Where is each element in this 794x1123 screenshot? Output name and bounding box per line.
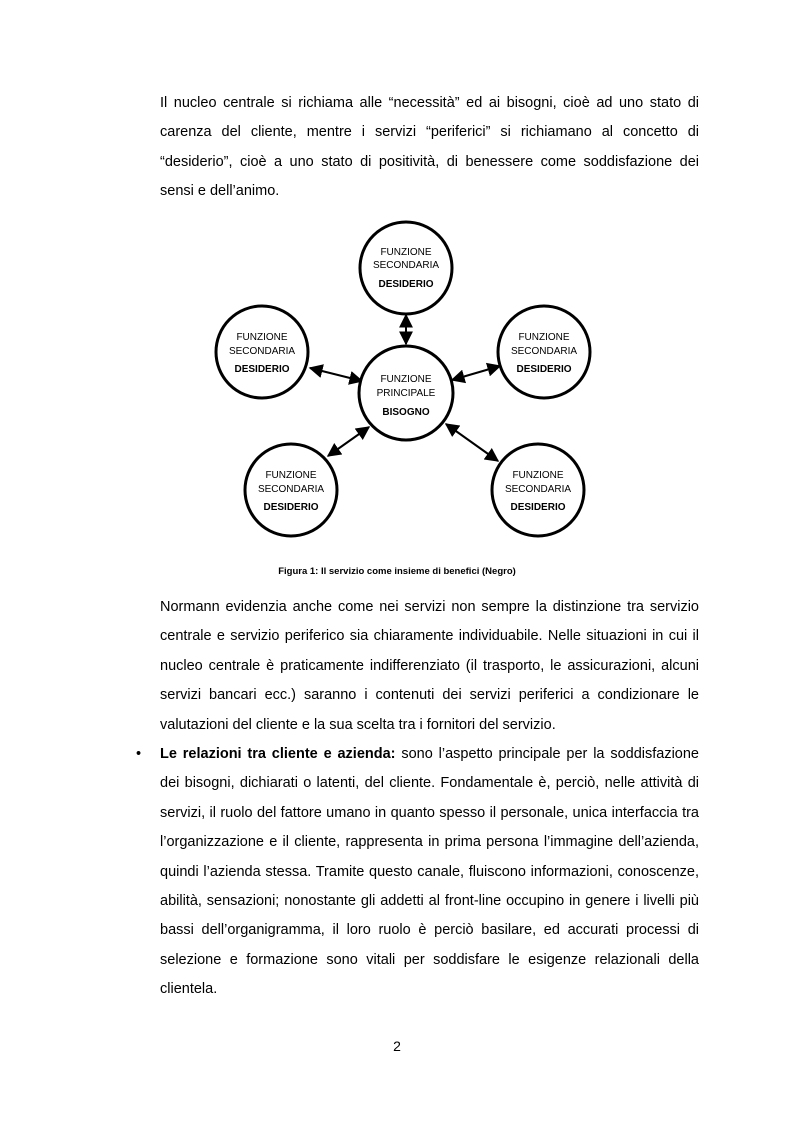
satellite-line2: SECONDARIA [510,346,578,357]
satellite-line2: SECONDARIA [257,484,325,495]
arrow-right [452,366,500,380]
center-line1: FUNZIONE [380,374,432,385]
figure-caption: Figura 1: Il servizio come insieme di benefici (Negro) [278,566,516,577]
satellite-bold: DESIDERIO [510,502,566,513]
center-node [359,346,453,440]
center-bold: BISOGNO [382,407,430,418]
paragraph-intro: Il nucleo centrale si richiama alle “necessità” ed ai bisogni, cioè ad uno stato di carenza del cliente, mentre i servizi “periferici” si richiamano al concetto di “desiderio”, cioè a uno stato di positività, di benessere come soddisfazione dei sensi e dell’animo. [160,95,699,200]
center-line2: PRINCIPALE [376,388,436,399]
bullet-text: sono l’aspetto principale per la soddisfazione dei bisogni, dichiarati o latenti, del cliente. Fondamentale è, perciò, nelle attività di servizi, il ruolo del fattore umano in quanto spesso il personale, unica interfaccia tra l’organizzazione e il cliente, rappresenta in prima persona l’immagine dell’azienda, quindi l’azienda stessa. Tramite questo canale, fluiscono informazioni, conoscenze, abilità, sensazioni; nonostante gli addetti al front-line occupino in genere i livelli più bassi dell’organigramma, il loro ruolo è perciò basilare, ed accurati processi di selezione e formazione sono vitali per soddisfare le esigenze relazionali della clientela. [160,746,699,998]
satellite-line1: FUNZIONE [265,470,317,481]
satellite-node-left [216,306,308,398]
satellite-node-top [360,222,452,314]
satellite-node-right [498,306,590,398]
arrow-bottom-left [328,427,369,456]
arrow-left [310,368,362,381]
satellite-line2: SECONDARIA [228,346,296,357]
satellite-bold: DESIDERIO [234,364,290,375]
satellite-bold: DESIDERIO [378,279,434,290]
satellite-line1: FUNZIONE [236,332,288,343]
bullet-heading: Le relazioni tra cliente e azienda: [160,746,396,762]
bullet-dot: • [136,746,142,762]
satellite-line2: SECONDARIA [504,484,572,495]
satellite-node-bottom-right [492,444,584,536]
arrow-bottom-right [446,424,498,461]
satellite-line1: FUNZIONE [512,470,564,481]
satellite-bold: DESIDERIO [263,502,319,513]
satellite-bold: DESIDERIO [516,364,572,375]
paragraph-normann: Normann evidenzia anche come nei servizi non sempre la distinzione tra servizio centrale e servizio periferico sia chiaramente individuabile. Nelle situazioni in cui il nucleo centrale è praticamente indifferenziato (il trasporto, le assicurazioni, alcuni servizi bancari ecc.) saranno i contenuti dei servizi periferici a condizionare le valutazioni del cliente e la sua scelta tra i fornitori del servizio. [160,599,699,733]
page-number: 2 [393,1038,401,1054]
satellite-line2: SECONDARIA [372,260,440,271]
bullet-paragraph [160,740,699,1005]
satellite-line1: FUNZIONE [380,247,432,258]
satellite-line1: FUNZIONE [518,332,570,343]
satellite-node-bottom-left [245,444,337,536]
